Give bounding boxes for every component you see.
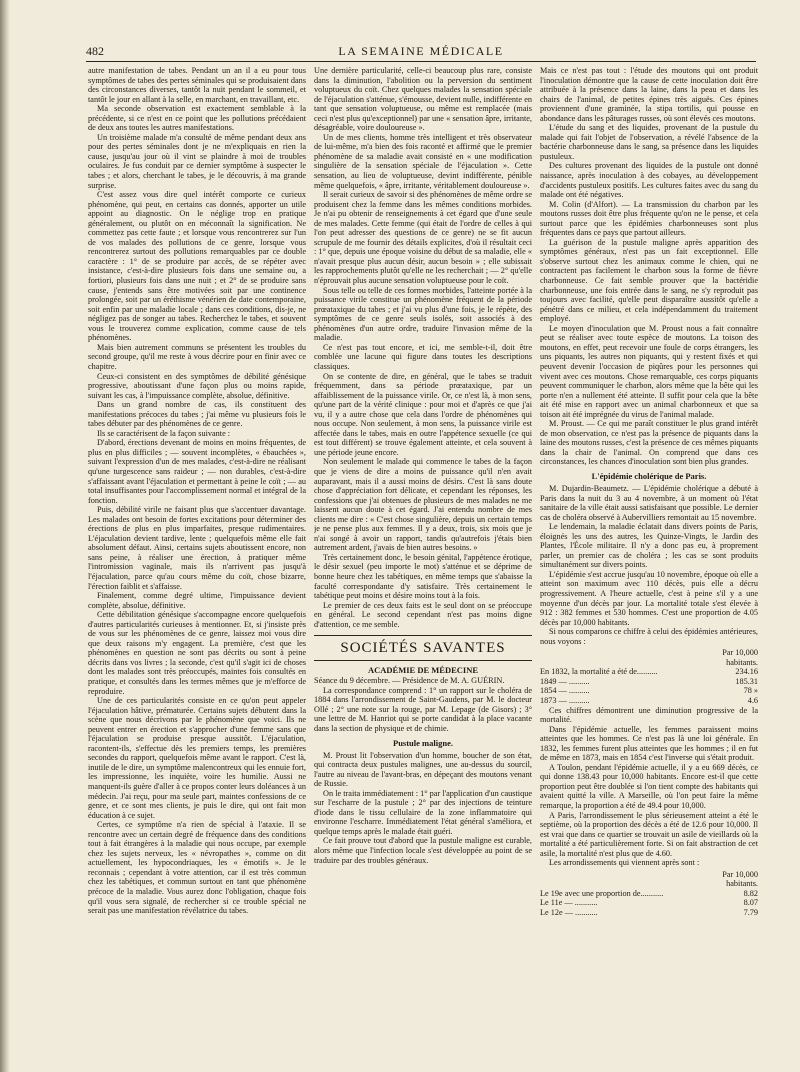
paragraph: Le lendemain, la maladie éclatait dans divers points de Paris, éloignés les uns des autres, les Quinze-Vingts, le Jardin des Plantes, l'École militaire. Il n'y a donc pas eu, à proprement parler, un premier cas de choléra ; les cas se sont produits simultanément sur divers points. — [540, 522, 758, 570]
seance-line: Séance du 9 décembre. — Présidence de M. A. GUÉRIN. — [314, 676, 505, 686]
table-row — [540, 667, 758, 677]
subheading-pustule: Pustule maligne. — [393, 737, 453, 748]
paragraph: Ceux-ci consistent en des symptômes de débilité génésique progressive, aboutissant d'une façon plus ou moins rapide, suivant les cas, à l'impuissance complète, absolue, définitive. — [88, 371, 306, 400]
table-row — [540, 677, 758, 687]
column-3 — [540, 66, 758, 1051]
row-value: 7.79 — [743, 908, 758, 918]
paragraph: M. Proust lit l'observation d'un homme, boucher de son état, qui contracta deux pustules malignes, une au-dessus du sourcil, l'autre au niveau de l'avant-bras, en dépeçant des moutons venant de Russie. — [314, 750, 532, 789]
row-value: 8.07 — [743, 898, 758, 908]
paragraph: Le premier de ces deux faits est le seul dont on se préoccupe en général. Le second cependant n'est pas moins digne d'attention, ce me semble. — [314, 600, 532, 629]
column-2 — [314, 66, 532, 1051]
row-label: 1849 — .......... — [540, 676, 590, 686]
table-row — [540, 898, 758, 908]
row-value: 78 » — [743, 686, 758, 696]
paragraph: Un troisième malade m'a consulté de même pendant deux ans pour des pertes séminales dont je ne m'expliquais en rien la cause, jusqu'au jour où il vint se plaindre à moi de troubles oculaires. Je fus conduit par ce dernier symptôme à suspecter le tabes ; et alors, cherchant le tabes, je le découvris, à ma grande surprise. — [88, 132, 306, 190]
paragraph: La guérison de la pustule maligne après apparition des symptômes généraux, n'est pas un fait exceptionnel. Elle s'observe surtout chez les animaux comme le chien, qui ne contractent pas facilement le charbon sous la forme de fièvre charbonneuse. Ce fait semble prouver que la bactéridie charbonneuse, une fois entrée dans le sang, ne s'y reproduit pas toujours avec facilité, qu'elle peut disparaître aussitôt qu'elle a pénétré dans ce milieu, et cela indépendamment du traitement employé. — [540, 237, 758, 324]
column-1 — [88, 66, 306, 1051]
paragraph: Finalement, comme degré ultime, l'impuissance devient complète, absolue, définitive. — [88, 591, 306, 610]
subheading-cholera: L'épidémie cholérique de Paris. — [591, 470, 707, 481]
paragraph: Ils se caractérisent de la façon suivante : — [97, 428, 231, 438]
paragraph: Non seulement le malade qui commence le tabes de la façon que je viens de dire a moins de puissance qu'il n'en avait auparavant, mais il a aussi moins de désirs. C'est là sans doute chose d'appréciation fort délicate, et cependant les réponses, les confessions que j'ai obtenues de plusieurs de mes malades ne me laissent aucun doute à cet égard. J'ai entendu nombre de mes clients me dire : « C'est chose singulière, depuis un certain temps je ne pense plus aux femmes. Il y a deux, trois, six mois que je n'ai songé à avoir un rapport, tandis qu'autrefois j'étais bien autrement ardent, j'avais de bien autres besoins. » — [314, 457, 532, 553]
paragraph: M. Dujardin-Beaumetz. — L'épidémie cholérique a débuté à Paris dans la nuit du 3 au 4 novembre, à un moment où l'état sanitaire de la ville était aussi satisfaisant que possible. Le dernier cas de choléra observé à Aubervilliers remontait au 15 novembre. — [540, 483, 758, 522]
paragraph: Le moyen d'inoculation que M. Proust nous a fait connaître peut se réaliser avec toute espèce de moutons. La toison des moutons, en effet, peut recevoir une foule de corps étrangers, les uns piquants, les autres non piquants, qui y restent fixés et qui peuvent devenir l'occasion de piqûres pour les personnes qui vivent avec ces moutons. Chose remarquable, ces corps piquants peuvent communiquer le charbon, alors même que la bête qui les porte n'en a nullement été atteinte. Il suffit pour cela que la bête ait été mise en rapport avec un animal charbonneux et que sa toison ait été imprégnée du virus de l'animal malade. — [540, 323, 758, 419]
paragraph: D'abord, érections devenant de moins en moins fréquentes, de plus en plus difficiles ; — souvent incomplètes, « ébauchées », suivant l'expression d'un de mes malades, c'est-à-dire ne réalisant qu'une turgescence sans raideur ; — non durables, c'est-à-dire s'affaissant avant l'éjaculation et permettant à peine le coït ; — au total insuffisantes pour l'accomplissement normal et intégral de la fonction. — [88, 438, 306, 505]
row-label: 1873 — .......... — [540, 696, 590, 705]
paragraph: A Paris, l'arrondissement le plus sérieusement atteint a été le septième, où la proportion des décès a été de 12.6 pour 10,000. Il est vrai que dans ce quartier se trouvait un asile de vieillards où la mortalité a été particulièrement forte. Si on fait abstraction de cet asile, la mortalité n'est plus que de 4.60. — [540, 810, 758, 858]
row-label: En 1832, la mortalité a été de.......... — [540, 667, 658, 677]
paragraph: M. Proust. — Ce qui me paraît constituer le plus grand intérêt de mon observation, ce n'est pas la présence de piquants dans la laine des moutons russes, c'est la présence de ces mêmes piquants dans la chair de l'animal. On comprend que dans ces circonstances, les chances d'inoculation sont bien plus grandes. — [540, 419, 758, 467]
page-number: 482 — [86, 44, 104, 58]
row-label: Le 12e — ........... — [540, 908, 598, 918]
table-header-line: habitants. — [726, 657, 758, 667]
paragraph: Si nous comparons ce chiffre à celui des épidémies antérieures, nous voyons : — [540, 627, 758, 646]
row-value: 4.6 — [747, 696, 758, 705]
paragraph: M. Colin (d'Alfort). — La transmission du charbon par les moutons russes doit être plus fréquente qu'on ne le pense, et cela surtout parce que les épidémies charbonneuses sont plus fréquentes dans ce pays que partout ailleurs. — [540, 199, 758, 238]
journal-title: LA SEMAINE MÉDICALE — [338, 44, 504, 58]
paragraph: L'étude du sang et des liquides, provenant de la pustule du malade qui fait l'objet de l'observation, a révélé l'absence de la bactérie charbonneuse dans le sang, sa présence dans les liquides pustuleux. — [540, 123, 758, 161]
paragraph: autre manifestation de tabes. Pendant un an il a eu pour tous symptômes de tabes des pertes séminales qui se produisaient dans des circonstances diverses, tantôt la nuit pendant le sommeil, et tantôt le jour en allant à la selle, en marchant, en travaillant, etc. — [88, 66, 306, 104]
paragraph: On le traita immédiatement : 1° par l'application d'un caustique sur l'escharre de la pustule ; 2° par des injections de teinture d'iode dans le tissu cellulaire de la zone inflammatoire qui environne l'escharre. Immédiatement l'état général s'améliora, et quelque temps après le malade était guéri. — [314, 788, 532, 836]
paragraph: Certes, ce symptôme n'a rien de spécial à l'ataxie. Il se rencontre avec un certain degré de fréquence dans des conditions tout à fait étrangères à la maladie qui nous occupe, par exemple chez les sujets nerveux, les « névropathes », comme on dit actuellement, les hypocondriaques, les « émotifs ». Je le reconnais ; cependant à votre attention, car il est très commun chez les tabétiques, et commun surtout en tant que phénomène précoce de la maladie. Vous aurez donc l'obligation, chaque fois qu'il vous sera signalé, de rechercher si ce trouble spécial ne serait pas une manifestation révélatrice du tabes. — [88, 820, 306, 916]
paragraph: Une de ces particularités consiste en ce qu'on peut appeler l'éjaculation hâtive, prématurée. Certains sujets débutent dans la scène que nous décrivons par le phénomène que voici. Ils ne peuvent entrer en érection et s'approcher d'une femme sans que l'éjaculation se produise presque aussitôt. L'éjaculation, racontent-ils, s'effectue dès les premiers temps, les premières secondes du rapport, quelquefois même avant le rapport. C'est là, inutile de le dire, un symptôme malencontreux qui les ennuie fort, les impressionne, les inquiète, voire les humilie. Aussi ne manquent-ils guère d'aller à ce propos conter leurs doléances à un médecin. J'ai reçu, pour ma seule part, maintes confessions de ce genre, et ce sont mes clients, je puis le dire, qui ont fait mon éducation à ce sujet. — [88, 696, 306, 820]
paragraph: Puis, débilité virile ne faisant plus que s'accentuer davantage. Les malades ont besoin de fortes excitations pour déterminer des érections de plus en plus imparfaites, presque rudimentaires. L'éjaculation devient tardive, lente ; quelquefois même elle fait absolument défaut. Ainsi, certains sujets aboutissent encore, non sans peine, à réaliser une érection, à pratiquer même l'intromission vaginale, mais ils n'arrivent pas jusqu'à l'éjaculation, parce qu'au cours même du coït, chose bizarre, l'érection faiblit et s'affaisse. — [88, 505, 306, 591]
table-header — [540, 648, 758, 667]
paragraph: Une dernière particularité, celle-ci beaucoup plus rare, consiste dans la diminution, l'abolition ou la perversion du sentiment voluptueux du coït. Chez quelques malades la sensation spéciale de l'éjaculation s'atténue, s'émousse, devient nulle, indifférente en tant que sensation voluptueuse, ou même est remplacée (mais ceci n'est plus qu'exceptionnel) par une « sensation âpre, irritante, désagréable, voire douloureuse ». — [314, 66, 532, 133]
table-header-line: Par 10,000 — [722, 648, 758, 658]
table-header-line: habitants. — [726, 879, 758, 889]
paragraph: Mais bien autrement communs se présentent les troubles du second groupe, qu'il me reste à vous décrire pour en finir avec ce chapitre. — [88, 342, 306, 371]
paragraph: Très certainement donc, le besoin génital, l'appétence érotique, le désir sexuel (peu importe le mot) s'atténue et se déprime de bonne heure chez les tabétiques, en même temps que s'abaisse la faculté correspondante d'y satisfaire. Très certainement le tabétique peut moins et désire moins tout à la fois. — [314, 552, 532, 601]
table-header-line: Par 10,000 — [722, 869, 758, 879]
row-value: 185.31 — [735, 676, 758, 686]
paragraph: Cette débilitation génésique s'accompagne encore quelquefois d'autres particularités curieuses à mentionner. Et, si j'insiste près de vous sur les phénomènes de ce genre, laissez moi vous dire que deux raisons m'y engagent. La première, c'est que les phénomènes en question ne sont pas décrits ou sont à peine décrits dans vos livres ; la seconde, c'est qu'il s'agit ici de choses dont les malades sont très préoccupés, maintes fois consultés en pratique, et consultés dans les termes mêmes que je m'efforce de reproduire. — [88, 610, 306, 696]
page-header — [86, 44, 756, 60]
paragraph: Dans un grand nombre de cas, ils constituent des manifestations précoces du tabes ; j'ai même vu plusieurs fois le tabes débuter par des phénomènes de ce genre. — [88, 400, 306, 429]
academy-heading: ACADÉMIE DE MÉDECINE — [367, 665, 479, 676]
header-rule — [86, 61, 756, 62]
section-heading: SOCIÉTÉS SAVANTES — [314, 635, 532, 661]
paragraph: Dans l'épidémie actuelle, les femmes paraissent moins atteintes que les hommes. Ce n'est pas là une loi générale. En 1832, les femmes furent plus atteintes que les hommes ; il en fut de même en 1873, mais en 1854 c'est l'inverse qui s'était produit. — [540, 724, 758, 763]
page-binding-edge — [0, 0, 10, 1072]
table-row — [540, 889, 758, 899]
row-label: Le 19e avec une proportion de........... — [540, 888, 664, 898]
paragraph: A Toulon, pendant l'épidémie actuelle, il y a eu 669 décès, ce qui donne 138.43 pour 10,000 habitants. Encore est-il que cette proportion peut être doublée si l'on tient compte des habitants qui avaient quitté la ville. A Marseille, où l'on peut faire la même remarque, la proportion a été de 49.4 pour 10,000. — [540, 762, 758, 811]
paragraph: Ma seconde observation est exactement semblable à la précédente, si ce n'est en ce point que les pollutions précédaient de deux ans toutes les autres manifestations. — [88, 104, 306, 133]
paragraph: Un de mes clients, homme très intelligent et très observateur de lui-même, m'a bien des fois raconté et affirmé que le premier phénomène de sa maladie avait consisté en « une modification singulière de la sensation spéciale de l'éjaculation ». Cette sensation, au lieu de voluptueuse, devint indifférente, pénible même quelquefois, « âpre, irritante, véritablement douloureuse ». — [314, 132, 532, 190]
row-value: 8.82 — [743, 888, 758, 898]
row-value: 234.16 — [735, 667, 758, 677]
paragraph: Ce n'est pas tout encore, et ici, me semble-t-il, doit être comblée une lacune qui figure dans toutes les descriptions classiques. — [314, 342, 532, 371]
paragraph: Il serait curieux de savoir si des phénomènes de même ordre se produisent chez la femme dans les mêmes conditions morbides. Je n'ai pu obtenir de renseignements à cet égard que d'une seule de mes malades. Cette femme (qui était de l'ordre de celles à qui l'on peut adresser des questions de ce genre) ne se fit aucun scrupule de me fournir des détails explicites, d'où il résultait ceci : 1° que, depuis une époque voisine du début de sa maladie, elle « n'avait presque plus aucun désir, aucun besoin » ; elle subissait les rapprochements plutôt qu'elle ne les recherchait ; — 2° qu'elle n'éprouvait plus aucune sensation voluptueuse pour le coït. — [314, 190, 532, 286]
table-row — [540, 686, 758, 696]
paragraph: Des cultures provenant des liquides de la pustule ont donné naissance, après inoculation à des cobayes, au développement d'accidents pustuleux positifs. Les cultures faites avec du sang du malade ont été négatives. — [540, 161, 758, 200]
row-label: 1854 — .......... — [540, 686, 590, 696]
table-row — [540, 696, 758, 706]
paragraph: Ces chiffres démontrent une diminution progressive de la mortalité. — [540, 705, 758, 725]
correspondence-paragraph: La correspondance comprend : 1° un rapport sur le choléra de 1884 dans l'arrondissement de Saint-Gaudens, par M. le docteur Ollé ; 2° une note sur la rouge, par M. Lepage (de Gisors) ; 3° une lettre de M. Hanriot qui se porte candidat à la place vacante dans la section de physique et de chimie. — [314, 685, 532, 733]
paragraph: Sous telle ou telle de ces formes morbides, l'atteinte portée à la puissance virile constitue un phénomène fréquent de la période prœataxique du tabes ; et j'ai vu plus d'une fois, je le répète, des symptômes de ce genre seuls isolés, soit associés à des phénomènes d'un autre ordre, traduire l'invasion même de la maladie. — [314, 285, 532, 343]
paragraph: L'épidémie s'est accrue jusqu'au 10 novembre, époque où elle a atteint son maximum avec 110 décès, puis elle a décru progressivement. A l'heure actuelle, c'est à peine s'il y a une moyenne d'un décès par jour. La mortalité totale s'est élevée à 912 : 382 femmes et 530 hommes. C'est une proportion de 4.05 décès par 10,000 habitants. — [540, 569, 758, 627]
paragraph: Ce fait prouve tout d'abord que la pustule maligne est curable, alors même que l'infection locale s'est développée au point de se traduire par des troubles généraux. — [314, 836, 532, 865]
paragraph: On se contente de dire, en général, que le tabes se traduit fréquemment, dans sa période prœataxique, par un affaiblissement de la puissance virile. Or, ce n'est là, à mon sens, qu'une part de la vérité clinique : pour moi et d'après ce que j'ai vu, il y a autre chose que cela dans l'ordre de phénomènes qui nous occupe. Non seulement, à mon sens, la puissance virile est affectée dans le tabes, mais en outre l'appétence sexuelle (ce qui est tout différent) se trouve également atteinte, et cela souvent à une période jeune encore. — [314, 371, 532, 457]
row-label: Le 11e — ........... — [540, 898, 598, 908]
table-row — [540, 908, 758, 918]
paragraph: Mais ce n'est pas tout : l'étude des moutons qui ont produit l'inoculation démontre que la cause de cette inoculation doit être attribuée à la présence dans la laine, dans la peau et dans les chairs de l'animal, de petites épines très aiguës. Ces épines proviennent d'une graminée, la stipa tortilis, qui pousse en abondance dans les pâturages russes, où sont élevés ces moutons. — [540, 66, 758, 123]
paragraph: Les arrondissements qui viennent après sont : — [549, 858, 700, 868]
table-header — [540, 870, 758, 889]
paragraph: C'est assez vous dire quel intérêt comporte ce curieux phénomène, qui peut, en certains cas donnés, apporter un utile appoint au diagnostic. On le néglige trop en pratique généralement, ou plutôt on en méconnaît la signification. Ne commettez pas cette faute ; et lorsque vous rencontrerez sur l'un de vos malades des pollutions de ce genre, lorsque vous rencontrerez surtout des pollutions remarquables par ce double caractère : 1° de se produire par accès, de se répéter avec insistance, c'est-à-dire plusieurs fois dans une semaine ou, a fortiori, plusieurs fois dans une nuit ; et 2° de se produire sans cause, j'entends sans être motivées soit par une continence prolongée, soit par un éréthisme vénérien de date contemporaine, soit enfin par une maladie locale ; dans ces conditions, dis-je, ne négligez pas de songer au tabes. Recherchez le tabes, et souvent vous le trouverez comme explication, comme cause de tels phénomènes. — [88, 190, 306, 343]
